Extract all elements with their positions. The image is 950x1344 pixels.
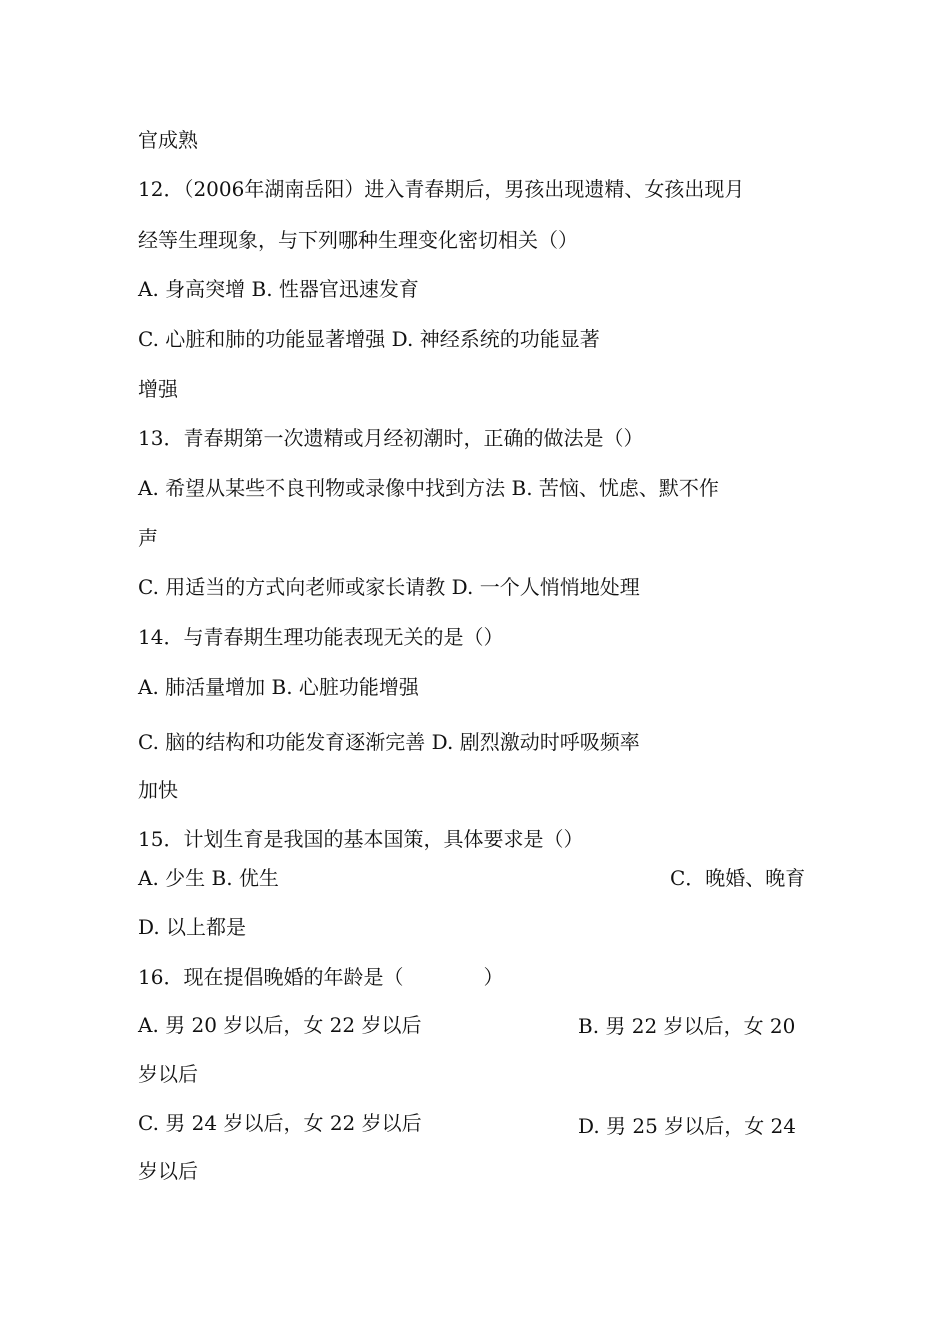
question-14-options-ab: A. 肺活量增加 B. 心脏功能增强: [138, 675, 419, 699]
question-13-option-b-continued: 声: [138, 526, 158, 550]
question-16-option-b: B. 男 22 岁以后，女 20: [578, 1014, 796, 1038]
question-14-stem: 14．与青春期生理功能表现无关的是（）: [138, 625, 504, 649]
question-16-option-c: C. 男 24 岁以后，女 22 岁以后: [138, 1111, 422, 1135]
continuation-text: 官成熟: [138, 128, 198, 152]
question-12-stem-line-2: 经等生理现象，与下列哪种生理变化密切相关（）: [138, 228, 578, 252]
question-15-option-c: C．晚婚、晚育: [670, 866, 806, 890]
question-16-option-b-continued: 岁以后: [138, 1062, 198, 1086]
question-16-stem: 16．现在提倡晚婚的年龄是（ ）: [138, 965, 504, 989]
question-16-option-d: D. 男 25 岁以后，女 24: [578, 1114, 797, 1138]
question-16-option-d-continued: 岁以后: [138, 1159, 198, 1183]
question-16-option-a: A. 男 20 岁以后，女 22 岁以后: [138, 1013, 422, 1037]
question-15-options-ab: A. 少生 B. 优生: [138, 866, 279, 890]
question-12-stem-line-1: 12．（2006年湖南岳阳）进入青春期后，男孩出现遗精、女孩出现月: [138, 177, 745, 201]
question-12-options-cd: C. 心脏和肺的功能显著增强 D. 神经系统的功能显著: [138, 327, 600, 351]
question-13-stem: 13．青春期第一次遗精或月经初潮时，正确的做法是（）: [138, 426, 644, 450]
question-13-options-cd: C. 用适当的方式向老师或家长请教 D. 一个人悄悄地处理: [138, 575, 640, 599]
question-12-option-d-continued: 增强: [138, 377, 178, 401]
question-14-option-d-continued: 加快: [138, 778, 178, 802]
question-15-stem: 15．计划生育是我国的基本国策，具体要求是（）: [138, 827, 584, 851]
question-13-options-ab: A. 希望从某些不良刊物或录像中找到方法 B. 苦恼、忧虑、默不作: [138, 476, 719, 500]
question-14-options-cd: C. 脑的结构和功能发育逐渐完善 D. 剧烈激动时呼吸频率: [138, 730, 640, 754]
question-12-options-ab: A. 身高突增 B. 性器官迅速发育: [138, 277, 419, 301]
question-15-option-d: D. 以上都是: [138, 915, 247, 939]
